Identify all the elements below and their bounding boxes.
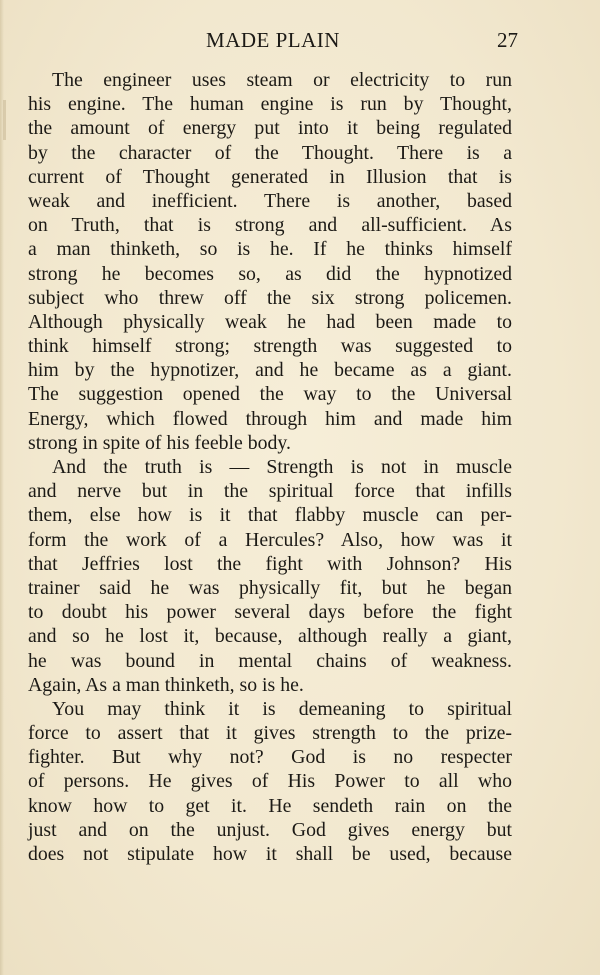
text-line: him by the hypnotizer, and he became as a giant. [28,359,512,382]
text-line: just and on the unjust. God gives energy but [28,818,512,841]
text-line: the amount of energy put into it being regulated [28,117,512,140]
text-line: think himself strong; strength was suggested to [28,335,512,358]
text-line: and so he lost it, because, although really a giant, [28,625,512,648]
margin-mark [3,100,6,140]
text-line: fighter. But why not? God is no respecter [28,746,512,769]
running-header [28,28,518,58]
text-line: strong he becomes so, as did the hypnotized [28,262,512,285]
text-line: of persons. He gives of His Power to all who [28,770,512,793]
page-gutter-shadow [0,0,4,975]
text-line: form the work of a Hercules? Also, how was it [28,528,512,551]
text-line: The suggestion opened the way to the Universal [28,383,512,406]
text-line: Although physically weak he had been made to [28,310,512,333]
text-line: that Jeffries lost the fight with Johnson? His [28,552,512,575]
text-line: The engineer uses steam or electricity to run [52,69,512,91]
text-line: strong in spite of his feeble body. [28,431,291,454]
text-line: a man thinketh, so is he. If he thinks himself [28,238,512,261]
text-line: and nerve but in the spiritual force that infills [28,480,512,503]
text-line: Again, As a man thinketh, so is he. [28,673,304,696]
text-line: know how to get it. He sendeth rain on the [28,794,512,817]
text-line: weak and inefficient. There is another, based [28,189,512,212]
text-line: You may think it is demeaning to spiritual [52,697,512,720]
text-line: And the truth is — Strength is not in muscle [52,456,512,478]
text-line: subject who threw off the six strong policemen. [28,286,512,309]
text-line: Energy, which flowed through him and made him [28,407,512,430]
text-line: trainer said he was physically fit, but he began [28,576,512,599]
text-line: force to assert that it gives strength to the prize- [28,722,512,745]
running-title: MADE PLAIN [206,28,340,52]
page-number: 27 [497,28,518,52]
text-line: current of Thought generated in Illusion that is [28,165,512,188]
body-text [28,68,512,866]
text-line: by the character of the Thought. There is a [28,141,512,164]
text-line: to doubt his power several days before the fight [28,601,512,624]
text-line: them, else how is it that flabby muscle can per- [28,504,512,527]
text-line: his engine. The human engine is run by Thought, [28,93,512,116]
text-line: he was bound in mental chains of weakness. [28,649,512,672]
text-line: on Truth, that is strong and all-sufficient. As [28,214,512,237]
text-line: does not stipulate how it shall be used, because [28,843,512,865]
